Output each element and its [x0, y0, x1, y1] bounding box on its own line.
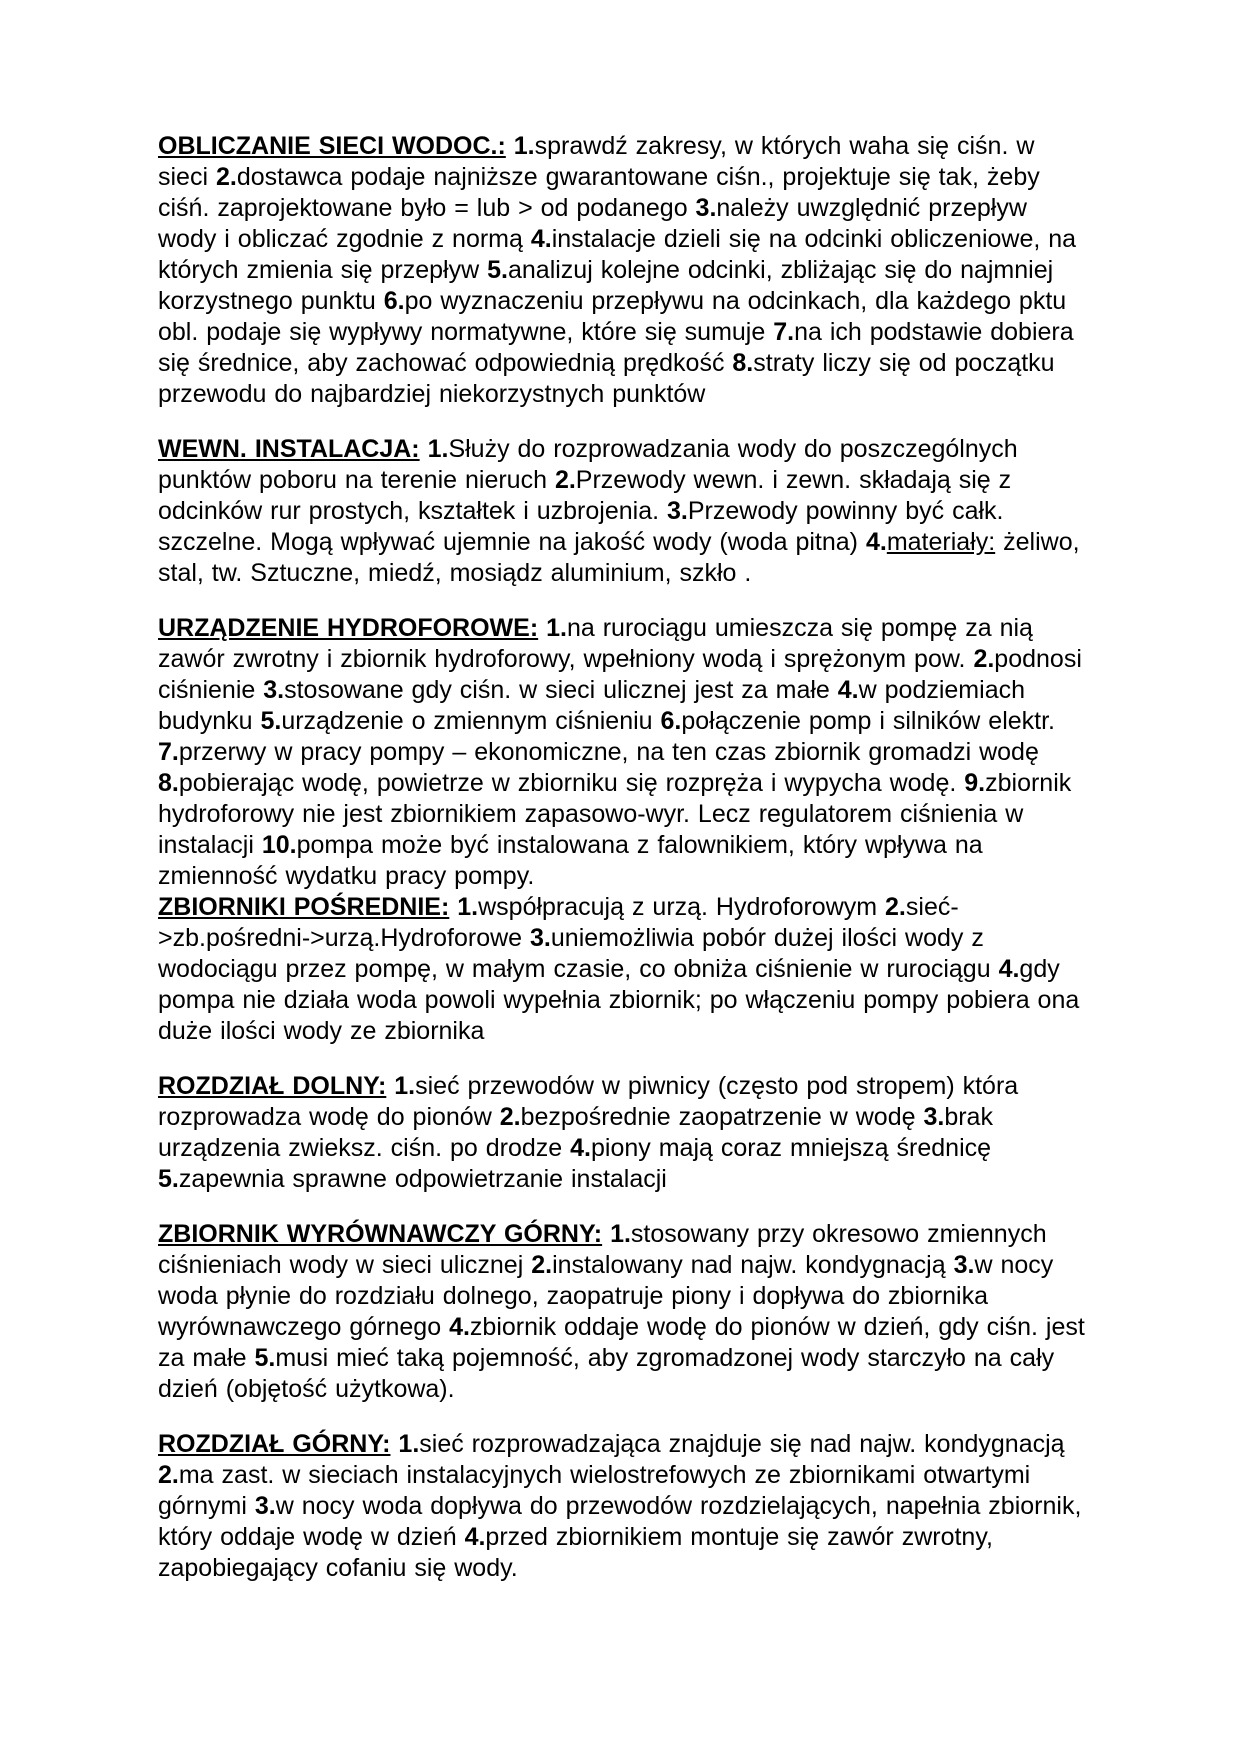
body-text: analizuj kolejne odcinki, zbliżając się do najmniej korzystnego punktu: [158, 256, 1054, 315]
item-number: 1.: [427, 435, 449, 463]
item-number: 5.: [254, 1344, 276, 1372]
body-text: urządzenie o zmiennym ciśnieniu: [281, 707, 661, 735]
paragraph-zbiorniki-posrednie: [158, 892, 1088, 1047]
item-number: 5.: [260, 707, 282, 735]
body-text: bezpośrednie zaopatrzenie w wodę: [520, 1103, 924, 1131]
section-heading: ROZDZIAŁ GÓRNY:: [158, 1430, 391, 1458]
item-number: 5.: [487, 256, 508, 284]
item-number: 6.: [383, 287, 405, 315]
item-number: 2.: [885, 893, 906, 921]
item-number: 3.: [263, 676, 285, 704]
body-text: instalowany nad najw. kondygnacją: [552, 1251, 954, 1279]
paragraph-zbiornik-wyrownawczy-gorny: [158, 1219, 1088, 1405]
body-text: gdy pompa nie działa woda powoli wypełnia zbiornik; po włączeniu pompy pobiera ona duże ilości wody ze zbiornika: [158, 955, 1080, 1045]
section-heading: OBLICZANIE SIECI WODOC.:: [158, 132, 506, 160]
item-number: 4.: [998, 955, 1020, 983]
section-heading: URZĄDZENIE HYDROFOROWE:: [158, 614, 539, 642]
item-number: 1.: [513, 132, 535, 160]
item-number: 8.: [732, 349, 754, 377]
item-number: 1.: [398, 1430, 420, 1458]
item-number: 2.: [973, 645, 995, 673]
body-text: Przewody wewn. i zewn. składają się z odcinków rur prostych, kształtek i uzbrojenia.: [158, 466, 1012, 525]
body-text: współpracują z urzą. Hydroforowym: [478, 893, 886, 921]
body-text: sieć przewodów w piwnicy (często pod stropem) która rozprowadza wodę do pionów: [158, 1072, 1019, 1131]
item-number: 4.: [530, 225, 552, 253]
body-text: instalacje dzieli się na odcinki obliczeniowe, na których zmienia się przepływ: [158, 225, 1077, 284]
section-heading: ZBIORNIK WYRÓWNAWCZY GÓRNY:: [158, 1220, 603, 1248]
body-text: na rurociągu umieszcza się pompę za nią zawór zwrotny i zbiornik hydroforowy, wpełniony wodą i sprężonym pow.: [158, 614, 1033, 673]
paragraph-wewn-instalacja: [158, 434, 1088, 589]
paragraph-rozdzial-gorny: [158, 1429, 1088, 1584]
item-number: 3.: [953, 1251, 975, 1279]
body-text: w podziemiach budynku: [158, 676, 1025, 735]
item-number: 7.: [158, 738, 179, 766]
body-text: pobierając wodę, powietrze w zbiorniku się rozpręża i wypycha wodę.: [178, 769, 965, 797]
body-text: straty liczy się od początku przewodu do najbardziej niekorzystnych punktów: [158, 349, 1055, 408]
item-number: 4.: [449, 1313, 470, 1341]
body-text: ma zast. w sieciach instalacyjnych wielostrefowych ze zbiornikami otwartymi górnymi: [158, 1461, 1031, 1520]
item-number: 3.: [530, 924, 551, 952]
paragraph-rozdzial-dolny: [158, 1071, 1088, 1195]
item-number: 4.: [865, 528, 887, 556]
body-text: uniemożliwia pobór dużej ilości wody z wodociągu przez pompę, w małym czasie, co obniża ciśnienie w rurociągu: [158, 924, 999, 983]
item-number: 1.: [610, 1220, 631, 1248]
body-text: Służy do rozprowadzania wody do poszczególnych punktów poboru na terenie nieruch: [158, 435, 1018, 494]
body-text: pompa może być instalowana z falownikiem, który wpływa na zmienność wydatku pracy pompy.: [158, 831, 983, 890]
body-text: Przewody powinny być całk. szczelne. Mogą wpływać ujemnie na jakość wody (woda pitna): [158, 497, 1004, 556]
body-text: stosowane gdy ciśn. w sieci ulicznej jest za małe: [284, 676, 838, 704]
body-text: musi mieć taką pojemność, aby zgromadzonej wody starczyło na cały dzień (objętość użytkowa).: [158, 1344, 1055, 1403]
body-text: na ich podstawie dobiera się średnice, aby zachować odpowiednią prędkość: [158, 318, 1074, 377]
body-text: brak urządzenia zwieksz. ciśn. po drodze: [158, 1103, 993, 1162]
body-text: w nocy woda dopływa do przewodów rozdzielających, napełnia zbiornik, który oddaje wodę w dzień: [158, 1492, 1082, 1551]
item-number: 1.: [546, 614, 567, 642]
item-number: 2.: [554, 466, 576, 494]
body-text: sprawdź zakresy, w których waha się ciśn. w sieci: [158, 132, 1035, 191]
section-heading: ROZDZIAŁ DOLNY:: [158, 1072, 387, 1100]
body-text: dostawca podaje najniższe gwarantowane ciśn., projektuje się tak, żeby ciśń. zaprojektowane było = lub > od podanego: [158, 163, 1040, 222]
item-number: 2.: [531, 1251, 553, 1279]
item-number: 5.: [158, 1165, 179, 1193]
item-number: 9.: [964, 769, 986, 797]
body-text: żeliwo, stal, tw. Sztuczne, miedź, mosiądz aluminium, szkło .: [158, 528, 1080, 587]
body-text: sieć->zb.pośredni->urzą.Hydroforowe: [158, 893, 959, 952]
section-heading: ZBIORNIKI POŚREDNIE:: [158, 893, 450, 921]
document-body: [158, 131, 1088, 1608]
item-number: 2.: [158, 1461, 179, 1489]
item-number: 10.: [261, 831, 297, 859]
body-text: [506, 132, 514, 160]
item-number: 3.: [667, 497, 688, 525]
body-text: należy uwzględnić przepływ wody i obliczać zgodnie z normą: [158, 194, 1027, 253]
body-text: połączenie pomp i silników elektr.: [681, 707, 1056, 735]
item-number: 6.: [660, 707, 682, 735]
body-text: po wyznaczeniu przepływu na odcinkach, dla każdego pktu obl. podaje się wypływy normatywne, które się sumuje: [158, 287, 1067, 346]
body-text: zapewnia sprawne odpowietrzanie instalacji: [178, 1165, 667, 1193]
body-text: piony mają coraz mniejszą średnicę: [591, 1134, 992, 1162]
item-number: 1.: [394, 1072, 416, 1100]
body-text: [538, 614, 546, 642]
paragraph-urzadzenie-hydroforowe: [158, 613, 1088, 892]
body-text: [420, 435, 428, 463]
item-number: 4.: [837, 676, 859, 704]
body-text: przerwy w pracy pompy – ekonomiczne, na ten czas zbiornik gromadzi wodę: [178, 738, 1039, 766]
body-text: w nocy woda płynie do rozdziału dolnego, zaopatruje piony i dopływa do zbiornika wyrównawczego górnego: [158, 1251, 1054, 1341]
item-number: 2.: [499, 1103, 521, 1131]
item-number: 8.: [158, 769, 179, 797]
item-number: 4.: [464, 1523, 486, 1551]
body-text: zbiornik oddaje wodę do pionów w dzień, gdy ciśn. jest za małe: [158, 1313, 1085, 1372]
item-number: 2.: [215, 163, 237, 191]
item-number: 3.: [254, 1492, 276, 1520]
item-number: 3.: [695, 194, 717, 222]
paragraph-obliczanie-sieci-wodoc: [158, 131, 1088, 410]
body-text: [602, 1220, 610, 1248]
item-number: 4.: [570, 1134, 592, 1162]
body-text: zbiornik hydroforowy nie jest zbiornikiem zapasowo-wyr. Lecz regulatorem ciśnienia w instalacji: [158, 769, 1072, 859]
item-number: 3.: [923, 1103, 945, 1131]
body-text: podnosi ciśnienie: [158, 645, 1082, 704]
underlined-term: materiały:: [886, 528, 996, 556]
body-text: sieć rozprowadzająca znajduje się nad najw. kondygnacją: [419, 1430, 1065, 1458]
item-number: 1.: [457, 893, 479, 921]
item-number: 7.: [773, 318, 795, 346]
body-text: stosowany przy okresowo zmiennych ciśnieniach wody w sieci ulicznej: [158, 1220, 1047, 1279]
body-text: przed zbiornikiem montuje się zawór zwrotny, zapobiegający cofaniu się wody.: [158, 1523, 993, 1582]
section-heading: WEWN. INSTALACJA:: [158, 435, 420, 463]
